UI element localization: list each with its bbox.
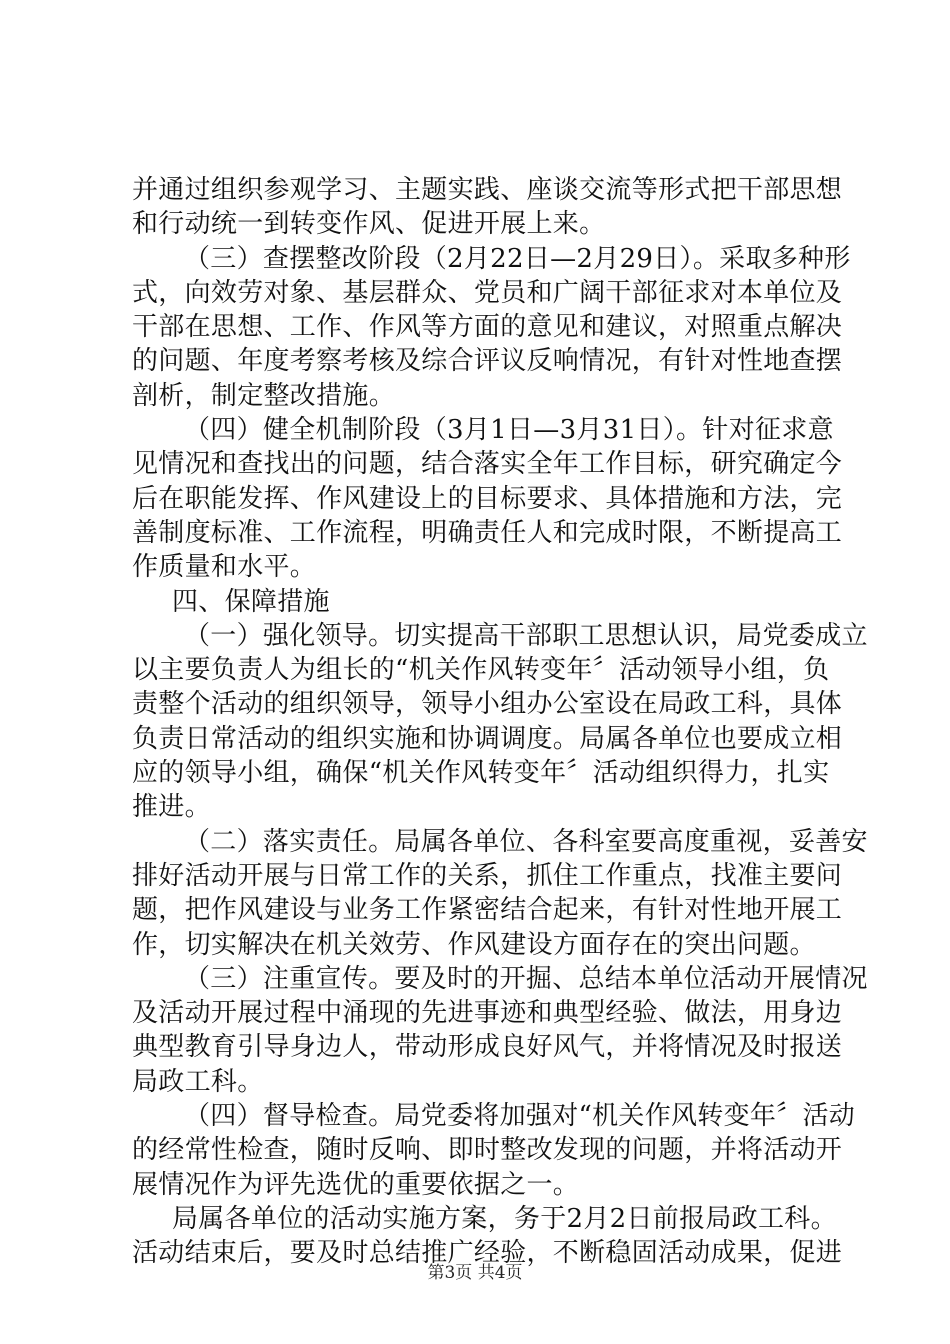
text-line: 干部在思想、工作、作风等方面的意见和建议，对照重点解决 (132, 312, 843, 343)
text-line: 典型教育引导身边人，带动形成良好风气，并将情况及时报送 (132, 1032, 843, 1063)
text-line: 局属各单位的活动实施方案，务于2月2日前报局政工科。 (172, 1203, 837, 1234)
text-line: 作，切实解决在机关效劳、作风建设方面存在的突出问题。 (132, 929, 816, 960)
text-line: 并通过组织参观学习、主题实践、座谈交流等形式把干部思想 (132, 175, 843, 205)
text-line: 排好活动开展与日常工作的关系，抓住工作重点，找准主要问 (132, 860, 843, 891)
text-line: （四）健全机制阶段（3月1日—3月31日）。针对征求意 (184, 415, 834, 446)
text-line: 题，把作风建设与业务工作紧密结合起来，有针对性地开展工 (132, 895, 843, 926)
text-line: 见情况和查找出的问题，结合落实全年工作目标，研究确定今 (132, 449, 843, 480)
text-line: 后在职能发挥、作风建设上的目标要求、具体措施和方法，完 (132, 483, 843, 514)
text-line: 善制度标准、工作流程，明确责任人和完成时限，不断提高工 (132, 517, 843, 548)
text-line: （一）强化领导。切实提高干部职工思想认识，局党委成立 (184, 620, 868, 651)
text-line: （四）督导检查。局党委将加强对“机关作风转变年〞活动 (184, 1101, 856, 1132)
text-line: 及活动开展过程中涌现的先进事迹和典型经验、做法，用身边 (132, 998, 843, 1029)
text-line: （三）注重宣传。要及时的开掘、总结本单位活动开展情况 (184, 963, 868, 994)
text-line: 和行动统一到转变作风、促进开展上来。 (132, 209, 606, 240)
text-line: 的问题、年度考察考核及综合评议反响情况，有针对性地查摆 (132, 346, 843, 377)
text-line: 的经常性检查，随时反响、即时整改发现的问题，并将活动开 (132, 1135, 843, 1166)
text-line: 作质量和水平。 (132, 552, 317, 583)
text-line: 活动结束后，要及时总结推广经验，不断稳固活动成果，促进 (132, 1238, 843, 1269)
document-body (132, 173, 868, 1271)
text-line: 以主要负责人为组长的“机关作风转变年〞活动领导小组，负 (132, 655, 830, 686)
text-line: 式，向效劳对象、基层群众、党员和广阔干部征求对本单位及 (132, 277, 843, 308)
text-line: 剖析，制定整改措施。 (132, 380, 396, 411)
text-line: 应的领导小组，确保“机关作风转变年〞活动组织得力，扎实 (132, 758, 830, 789)
page-number-footer: 第3页 共4页 (427, 1263, 523, 1283)
text-line: 局政工科。 (132, 1066, 264, 1097)
text-line: （三）查摆整改阶段（2月22日—2月29日）。采取多种形 (184, 243, 851, 274)
text-line: （二）落实责任。局属各单位、各科室要高度重视，妥善安 (184, 826, 868, 857)
text-line: 责整个活动的组织领导，领导小组办公室设在局政工科，具体 (132, 689, 843, 720)
text-line: 展情况作为评先选优的重要依据之一。 (132, 1169, 580, 1200)
section-heading: 四、保障措施 (172, 586, 330, 617)
text-line: 推进。 (132, 792, 211, 823)
text-line: 负责日常活动的组织实施和协调调度。局属各单位也要成立相 (132, 723, 843, 754)
